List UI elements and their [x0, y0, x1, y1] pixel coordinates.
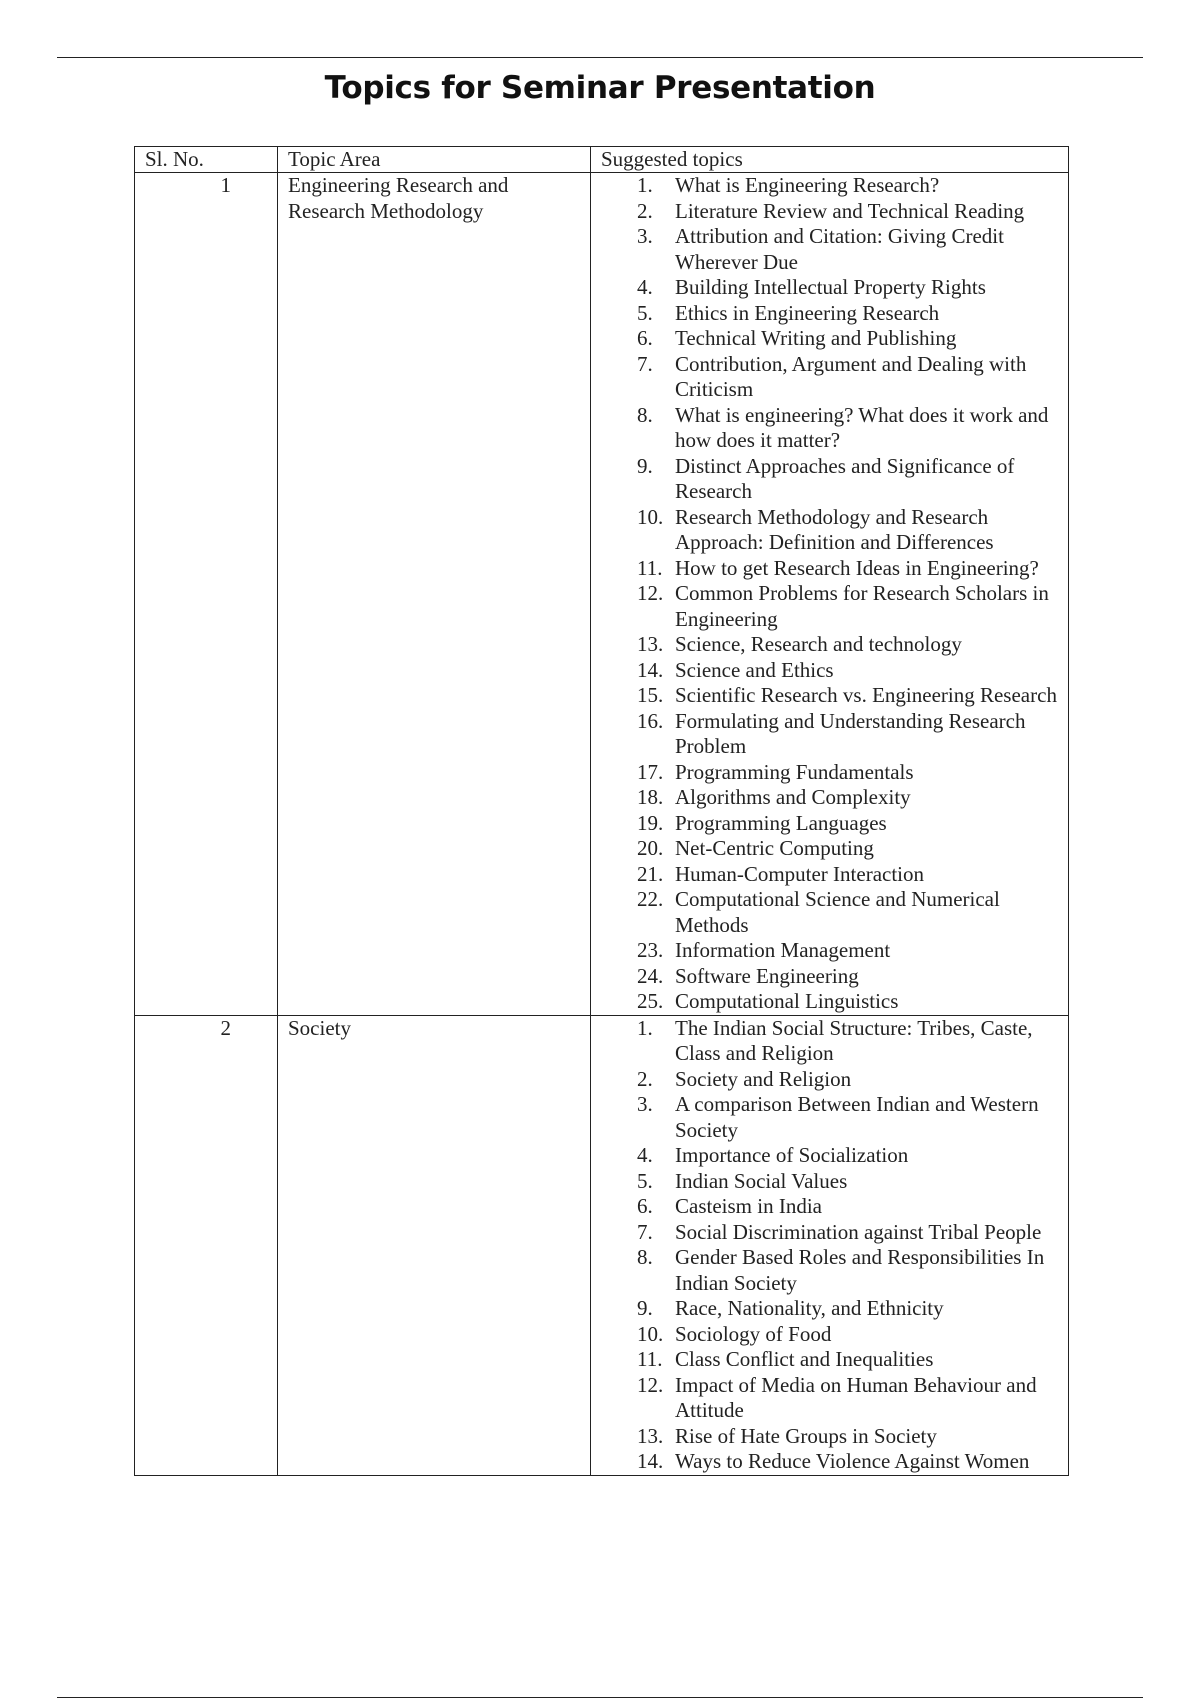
topic-text: Literature Review and Technical Reading [675, 198, 1025, 223]
topic-text: Sociology of Food [675, 1321, 832, 1346]
topic-number: 20. [637, 836, 664, 860]
topic-list-item [637, 1424, 1058, 1450]
topic-number: 19. [637, 810, 664, 835]
table-body [135, 173, 1069, 1476]
topic-number: 2. [637, 198, 653, 223]
topic-list-item [637, 556, 1058, 582]
topic-number: 7. [637, 1219, 653, 1244]
topic-number: 13. [637, 1423, 664, 1448]
topic-number: 12. [637, 1372, 664, 1397]
topic-text: Information Management [675, 938, 891, 962]
topic-text: Scientific Research vs. Engineering Research [675, 683, 1057, 707]
table-header-row [135, 147, 1069, 173]
topic-number: 14. [637, 657, 664, 682]
topic-number: 5. [637, 300, 653, 325]
topic-number: 5. [637, 1168, 653, 1193]
topic-text: Class Conflict and Inequalities [675, 1347, 934, 1371]
topic-text: Contribution, Argument and Dealing with Criticism [675, 351, 1027, 401]
topic-number: 6. [637, 326, 653, 350]
topic-text: Ways to Reduce Violence Against Women [675, 1449, 1030, 1473]
topic-list-item [637, 275, 1058, 301]
topic-list-item [637, 632, 1058, 658]
topic-list-item [637, 1067, 1058, 1093]
topic-number: 8. [637, 402, 653, 427]
topic-list-item [637, 224, 1058, 275]
topic-number: 10. [637, 1321, 664, 1346]
topic-number: 9. [637, 1296, 653, 1320]
topic-number: 3. [637, 1092, 653, 1116]
header-suggested-topics: Suggested topics [591, 147, 1069, 173]
topic-number: 23. [637, 938, 664, 962]
topic-text: Science and Ethics [675, 657, 834, 682]
topic-text: Social Discrimination against Tribal People [675, 1219, 1042, 1244]
topic-number: 7. [637, 351, 653, 376]
topic-list [601, 1016, 1058, 1475]
topic-list-item [637, 1092, 1058, 1143]
topic-list [601, 173, 1058, 1015]
topic-list-item [637, 1322, 1058, 1348]
topic-number: 11. [637, 1347, 663, 1371]
topic-text: Ethics in Engineering Research [675, 300, 940, 325]
topic-list-item [637, 964, 1058, 990]
topic-list-item [637, 1016, 1058, 1067]
topic-list-item [637, 1296, 1058, 1322]
topic-text: The Indian Social Structure: Tribes, Caste, Class and Religion [675, 1015, 1033, 1065]
topic-list-item [637, 1169, 1058, 1195]
topic-text: Impact of Media on Human Behaviour and Attitude [675, 1372, 1037, 1422]
topic-list-item [637, 1245, 1058, 1296]
topic-text: Rise of Hate Groups in Society [675, 1423, 937, 1448]
topic-number: 11. [637, 555, 663, 580]
topic-number: 14. [637, 1449, 664, 1473]
topic-list-item [637, 709, 1058, 760]
topic-text: Software Engineering [675, 963, 859, 988]
topic-text: Programming Languages [675, 810, 887, 835]
topic-number: 25. [637, 989, 664, 1013]
topic-number: 17. [637, 759, 664, 784]
topic-list-item [637, 1347, 1058, 1373]
topic-number: 6. [637, 1194, 653, 1218]
topic-number: 4. [637, 275, 653, 299]
topic-list-item [637, 811, 1058, 837]
topic-number: 18. [637, 785, 664, 809]
topic-text: What is Engineering Research? [675, 173, 940, 197]
topic-text: Society and Religion [675, 1066, 852, 1091]
topic-list-item [637, 760, 1058, 786]
topic-list-item [637, 1194, 1058, 1220]
topic-list-item [637, 326, 1058, 352]
topic-number: 10. [637, 504, 664, 529]
bottom-divider [57, 1697, 1143, 1698]
topic-text: A comparison Between Indian and Western Society [675, 1092, 1039, 1142]
topic-list-item [637, 454, 1058, 505]
table-row [135, 1015, 1069, 1475]
topic-list-item [637, 301, 1058, 327]
topic-list-item [637, 1373, 1058, 1424]
topic-text: How to get Research Ideas in Engineering? [675, 555, 1039, 580]
topic-text: Computational Science and Numerical Methods [675, 887, 1000, 937]
topic-text: Net-Centric Computing [675, 836, 874, 860]
topic-list-item [637, 658, 1058, 684]
topic-text: Technical Writing and Publishing [675, 326, 957, 350]
topic-area-cell: Engineering Research and Research Methodology [278, 173, 591, 1016]
topic-number: 22. [637, 887, 664, 911]
topic-text: Human-Computer Interaction [675, 861, 925, 886]
topic-list-item [637, 505, 1058, 556]
topic-number: 8. [637, 1245, 653, 1269]
topic-text: Attribution and Citation: Giving Credit Wherever Due [675, 224, 1004, 274]
serial-number-cell: 1 [135, 173, 278, 1016]
topic-number: 4. [637, 1143, 653, 1167]
table-row [135, 173, 1069, 1016]
topic-number: 21. [637, 861, 664, 886]
topic-list-item [637, 989, 1058, 1015]
topic-list-item [637, 199, 1058, 225]
topic-text: Common Problems for Research Scholars in Engineering [675, 581, 1049, 631]
topic-text: Indian Social Values [675, 1168, 848, 1193]
topic-number: 3. [637, 224, 653, 248]
top-divider [57, 57, 1143, 58]
suggested-topics-cell [591, 1015, 1069, 1475]
topic-list-item [637, 403, 1058, 454]
topic-list-item [637, 1449, 1058, 1475]
topic-text: Importance of Socialization [675, 1143, 909, 1167]
topic-number: 16. [637, 708, 664, 733]
topic-list-item [637, 836, 1058, 862]
topic-list-item [637, 683, 1058, 709]
topics-table [134, 146, 1069, 1476]
topic-list-item [637, 938, 1058, 964]
header-topic-area: Topic Area [278, 147, 591, 173]
topic-number: 13. [637, 632, 664, 656]
topic-list-item [637, 352, 1058, 403]
topic-text: Programming Fundamentals [675, 759, 914, 784]
topic-list-item [637, 862, 1058, 888]
topic-text: Distinct Approaches and Significance of Research [675, 453, 1015, 503]
header-sl-no: Sl. No. [135, 147, 278, 173]
page-title: Topics for Seminar Presentation [324, 70, 876, 106]
topic-list-item [637, 1143, 1058, 1169]
topic-number: 15. [637, 683, 664, 707]
topic-text: Science, Research and technology [675, 632, 962, 656]
serial-number-cell: 2 [135, 1015, 278, 1475]
topic-text: Research Methodology and Research Approach: Definition and Differences [675, 504, 994, 554]
topic-list-item [637, 887, 1058, 938]
topic-number: 12. [637, 581, 664, 605]
topic-number: 1. [637, 1015, 653, 1040]
topic-list-item [637, 581, 1058, 632]
topic-text: Computational Linguistics [675, 989, 899, 1013]
topic-text: Building Intellectual Property Rights [675, 275, 986, 299]
topic-list-item [637, 173, 1058, 199]
topic-list-item [637, 1220, 1058, 1246]
topic-number: 24. [637, 963, 664, 988]
suggested-topics-cell [591, 173, 1069, 1016]
topic-text: Gender Based Roles and Responsibilities In Indian Society [675, 1245, 1045, 1295]
topic-text: Formulating and Understanding Research Problem [675, 708, 1026, 758]
topic-text: Casteism in India [675, 1194, 822, 1218]
topic-number: 1. [637, 173, 653, 197]
topic-text: Race, Nationality, and Ethnicity [675, 1296, 944, 1320]
topic-text: What is engineering? What does it work and how does it matter? [675, 402, 1049, 452]
topic-text: Algorithms and Complexity [675, 785, 911, 809]
topic-number: 9. [637, 453, 653, 478]
topic-area-cell: Society [278, 1015, 591, 1475]
topic-number: 2. [637, 1066, 653, 1091]
topic-list-item [637, 785, 1058, 811]
